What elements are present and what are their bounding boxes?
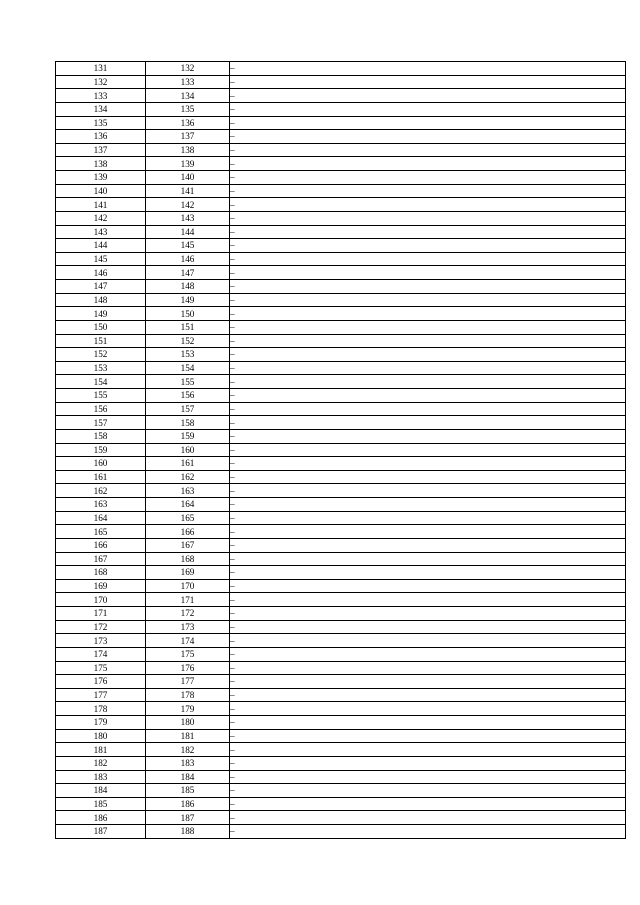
cell-from: 178	[56, 702, 146, 716]
cell-note: –	[230, 211, 626, 225]
table-row	[56, 320, 626, 334]
cell-from: 135	[56, 116, 146, 130]
cell-note: –	[230, 443, 626, 457]
cell-to: 151	[146, 320, 230, 334]
cell-from: 173	[56, 634, 146, 648]
table-row	[56, 675, 626, 689]
cell-to: 184	[146, 770, 230, 784]
cell-from: 157	[56, 416, 146, 430]
cell-note: –	[230, 470, 626, 484]
cell-to: 174	[146, 634, 230, 648]
data-table	[55, 61, 626, 839]
table-row	[56, 634, 626, 648]
table-row	[56, 157, 626, 171]
cell-to: 165	[146, 511, 230, 525]
cell-to: 181	[146, 729, 230, 743]
table-row	[56, 266, 626, 280]
cell-note: –	[230, 225, 626, 239]
cell-to: 149	[146, 293, 230, 307]
cell-from: 164	[56, 511, 146, 525]
cell-from: 172	[56, 620, 146, 634]
table-row	[56, 770, 626, 784]
cell-note: –	[230, 130, 626, 144]
cell-from: 149	[56, 307, 146, 321]
table-body	[56, 62, 626, 839]
cell-to: 173	[146, 620, 230, 634]
cell-from: 182	[56, 756, 146, 770]
cell-to: 183	[146, 756, 230, 770]
cell-note: –	[230, 320, 626, 334]
cell-from: 134	[56, 102, 146, 116]
table-row	[56, 743, 626, 757]
cell-note: –	[230, 157, 626, 171]
table-row	[56, 457, 626, 471]
cell-note: –	[230, 607, 626, 621]
cell-to: 141	[146, 184, 230, 198]
cell-note: –	[230, 402, 626, 416]
table-row	[56, 252, 626, 266]
cell-from: 148	[56, 293, 146, 307]
cell-from: 145	[56, 252, 146, 266]
cell-to: 163	[146, 484, 230, 498]
cell-from: 156	[56, 402, 146, 416]
cell-note: –	[230, 266, 626, 280]
table-row	[56, 75, 626, 89]
table-row	[56, 784, 626, 798]
cell-note: –	[230, 647, 626, 661]
cell-from: 133	[56, 89, 146, 103]
cell-to: 179	[146, 702, 230, 716]
table-row	[56, 116, 626, 130]
table-row	[56, 484, 626, 498]
cell-note: –	[230, 593, 626, 607]
cell-from: 139	[56, 171, 146, 185]
cell-note: –	[230, 661, 626, 675]
cell-from: 177	[56, 688, 146, 702]
cell-note: –	[230, 484, 626, 498]
table-row	[56, 661, 626, 675]
cell-from: 165	[56, 525, 146, 539]
cell-from: 183	[56, 770, 146, 784]
table-row	[56, 348, 626, 362]
cell-from: 169	[56, 579, 146, 593]
table-row	[56, 402, 626, 416]
cell-note: –	[230, 252, 626, 266]
cell-to: 176	[146, 661, 230, 675]
table-row	[56, 511, 626, 525]
cell-to: 140	[146, 171, 230, 185]
cell-note: –	[230, 75, 626, 89]
cell-to: 153	[146, 348, 230, 362]
cell-note: –	[230, 797, 626, 811]
cell-from: 150	[56, 320, 146, 334]
cell-to: 147	[146, 266, 230, 280]
cell-note: –	[230, 457, 626, 471]
table-row	[56, 756, 626, 770]
cell-to: 168	[146, 552, 230, 566]
table-row	[56, 552, 626, 566]
table-row	[56, 470, 626, 484]
cell-from: 171	[56, 607, 146, 621]
cell-note: –	[230, 702, 626, 716]
table-row	[56, 389, 626, 403]
cell-to: 145	[146, 239, 230, 253]
cell-note: –	[230, 375, 626, 389]
cell-to: 171	[146, 593, 230, 607]
cell-note: –	[230, 634, 626, 648]
cell-to: 137	[146, 130, 230, 144]
table-row	[56, 89, 626, 103]
cell-note: –	[230, 566, 626, 580]
cell-from: 179	[56, 716, 146, 730]
cell-note: –	[230, 348, 626, 362]
table-row	[56, 307, 626, 321]
cell-to: 150	[146, 307, 230, 321]
table-row	[56, 811, 626, 825]
cell-note: –	[230, 280, 626, 294]
cell-to: 155	[146, 375, 230, 389]
cell-from: 140	[56, 184, 146, 198]
table-row	[56, 702, 626, 716]
table-row	[56, 62, 626, 76]
cell-from: 159	[56, 443, 146, 457]
cell-to: 158	[146, 416, 230, 430]
cell-from: 161	[56, 470, 146, 484]
cell-to: 144	[146, 225, 230, 239]
table-row	[56, 280, 626, 294]
cell-from: 163	[56, 498, 146, 512]
cell-note: –	[230, 184, 626, 198]
cell-from: 138	[56, 157, 146, 171]
table-row	[56, 647, 626, 661]
table-row	[56, 130, 626, 144]
table-row	[56, 593, 626, 607]
cell-note: –	[230, 716, 626, 730]
table-row	[56, 102, 626, 116]
cell-from: 158	[56, 429, 146, 443]
table-row	[56, 607, 626, 621]
table-row	[56, 334, 626, 348]
cell-from: 146	[56, 266, 146, 280]
cell-to: 133	[146, 75, 230, 89]
cell-from: 155	[56, 389, 146, 403]
cell-from: 170	[56, 593, 146, 607]
cell-to: 178	[146, 688, 230, 702]
cell-note: –	[230, 239, 626, 253]
table-row	[56, 566, 626, 580]
cell-note: –	[230, 811, 626, 825]
cell-from: 142	[56, 211, 146, 225]
cell-from: 180	[56, 729, 146, 743]
cell-note: –	[230, 756, 626, 770]
cell-from: 186	[56, 811, 146, 825]
cell-to: 186	[146, 797, 230, 811]
cell-note: –	[230, 552, 626, 566]
table-row	[56, 416, 626, 430]
cell-note: –	[230, 743, 626, 757]
cell-to: 146	[146, 252, 230, 266]
cell-note: –	[230, 770, 626, 784]
cell-to: 172	[146, 607, 230, 621]
table-row	[56, 361, 626, 375]
cell-to: 138	[146, 143, 230, 157]
table-row	[56, 184, 626, 198]
cell-to: 136	[146, 116, 230, 130]
cell-to: 177	[146, 675, 230, 689]
cell-to: 157	[146, 402, 230, 416]
table-row	[56, 429, 626, 443]
cell-note: –	[230, 525, 626, 539]
cell-to: 169	[146, 566, 230, 580]
cell-to: 143	[146, 211, 230, 225]
cell-note: –	[230, 293, 626, 307]
cell-from: 167	[56, 552, 146, 566]
cell-to: 166	[146, 525, 230, 539]
table-row	[56, 729, 626, 743]
cell-to: 152	[146, 334, 230, 348]
cell-note: –	[230, 143, 626, 157]
cell-note: –	[230, 675, 626, 689]
cell-to: 175	[146, 647, 230, 661]
cell-from: 137	[56, 143, 146, 157]
cell-note: –	[230, 620, 626, 634]
cell-to: 148	[146, 280, 230, 294]
table-row	[56, 688, 626, 702]
table-row	[56, 198, 626, 212]
cell-note: –	[230, 361, 626, 375]
cell-note: –	[230, 198, 626, 212]
cell-to: 139	[146, 157, 230, 171]
table-row	[56, 293, 626, 307]
cell-note: –	[230, 688, 626, 702]
table-row	[56, 171, 626, 185]
cell-note: –	[230, 825, 626, 839]
table-row	[56, 525, 626, 539]
cell-to: 135	[146, 102, 230, 116]
cell-from: 147	[56, 280, 146, 294]
cell-note: –	[230, 171, 626, 185]
cell-from: 141	[56, 198, 146, 212]
table-row	[56, 225, 626, 239]
cell-from: 174	[56, 647, 146, 661]
cell-from: 175	[56, 661, 146, 675]
cell-note: –	[230, 416, 626, 430]
cell-to: 161	[146, 457, 230, 471]
cell-from: 185	[56, 797, 146, 811]
table-row	[56, 579, 626, 593]
table-row	[56, 797, 626, 811]
cell-to: 162	[146, 470, 230, 484]
table-row	[56, 443, 626, 457]
cell-from: 144	[56, 239, 146, 253]
table-row	[56, 538, 626, 552]
table-row	[56, 143, 626, 157]
cell-from: 152	[56, 348, 146, 362]
cell-from: 153	[56, 361, 146, 375]
cell-to: 156	[146, 389, 230, 403]
cell-to: 159	[146, 429, 230, 443]
cell-to: 132	[146, 62, 230, 76]
cell-note: –	[230, 89, 626, 103]
cell-to: 167	[146, 538, 230, 552]
cell-to: 187	[146, 811, 230, 825]
table-row	[56, 716, 626, 730]
cell-to: 142	[146, 198, 230, 212]
cell-from: 162	[56, 484, 146, 498]
cell-to: 160	[146, 443, 230, 457]
cell-to: 164	[146, 498, 230, 512]
cell-note: –	[230, 389, 626, 403]
cell-note: –	[230, 784, 626, 798]
cell-to: 188	[146, 825, 230, 839]
cell-note: –	[230, 307, 626, 321]
cell-from: 131	[56, 62, 146, 76]
cell-from: 136	[56, 130, 146, 144]
cell-note: –	[230, 729, 626, 743]
cell-from: 187	[56, 825, 146, 839]
cell-from: 154	[56, 375, 146, 389]
table-row	[56, 375, 626, 389]
table-row	[56, 498, 626, 512]
cell-from: 160	[56, 457, 146, 471]
cell-note: –	[230, 538, 626, 552]
cell-note: –	[230, 498, 626, 512]
cell-note: –	[230, 429, 626, 443]
table-row	[56, 239, 626, 253]
cell-from: 181	[56, 743, 146, 757]
cell-from: 143	[56, 225, 146, 239]
cell-to: 134	[146, 89, 230, 103]
table-row	[56, 825, 626, 839]
cell-to: 154	[146, 361, 230, 375]
cell-from: 166	[56, 538, 146, 552]
cell-from: 151	[56, 334, 146, 348]
cell-note: –	[230, 334, 626, 348]
cell-from: 184	[56, 784, 146, 798]
cell-to: 185	[146, 784, 230, 798]
cell-note: –	[230, 511, 626, 525]
cell-to: 180	[146, 716, 230, 730]
table-row	[56, 211, 626, 225]
cell-from: 168	[56, 566, 146, 580]
cell-note: –	[230, 102, 626, 116]
cell-from: 132	[56, 75, 146, 89]
cell-to: 182	[146, 743, 230, 757]
table-row	[56, 620, 626, 634]
cell-to: 170	[146, 579, 230, 593]
cell-note: –	[230, 116, 626, 130]
cell-note: –	[230, 62, 626, 76]
cell-from: 176	[56, 675, 146, 689]
cell-note: –	[230, 579, 626, 593]
